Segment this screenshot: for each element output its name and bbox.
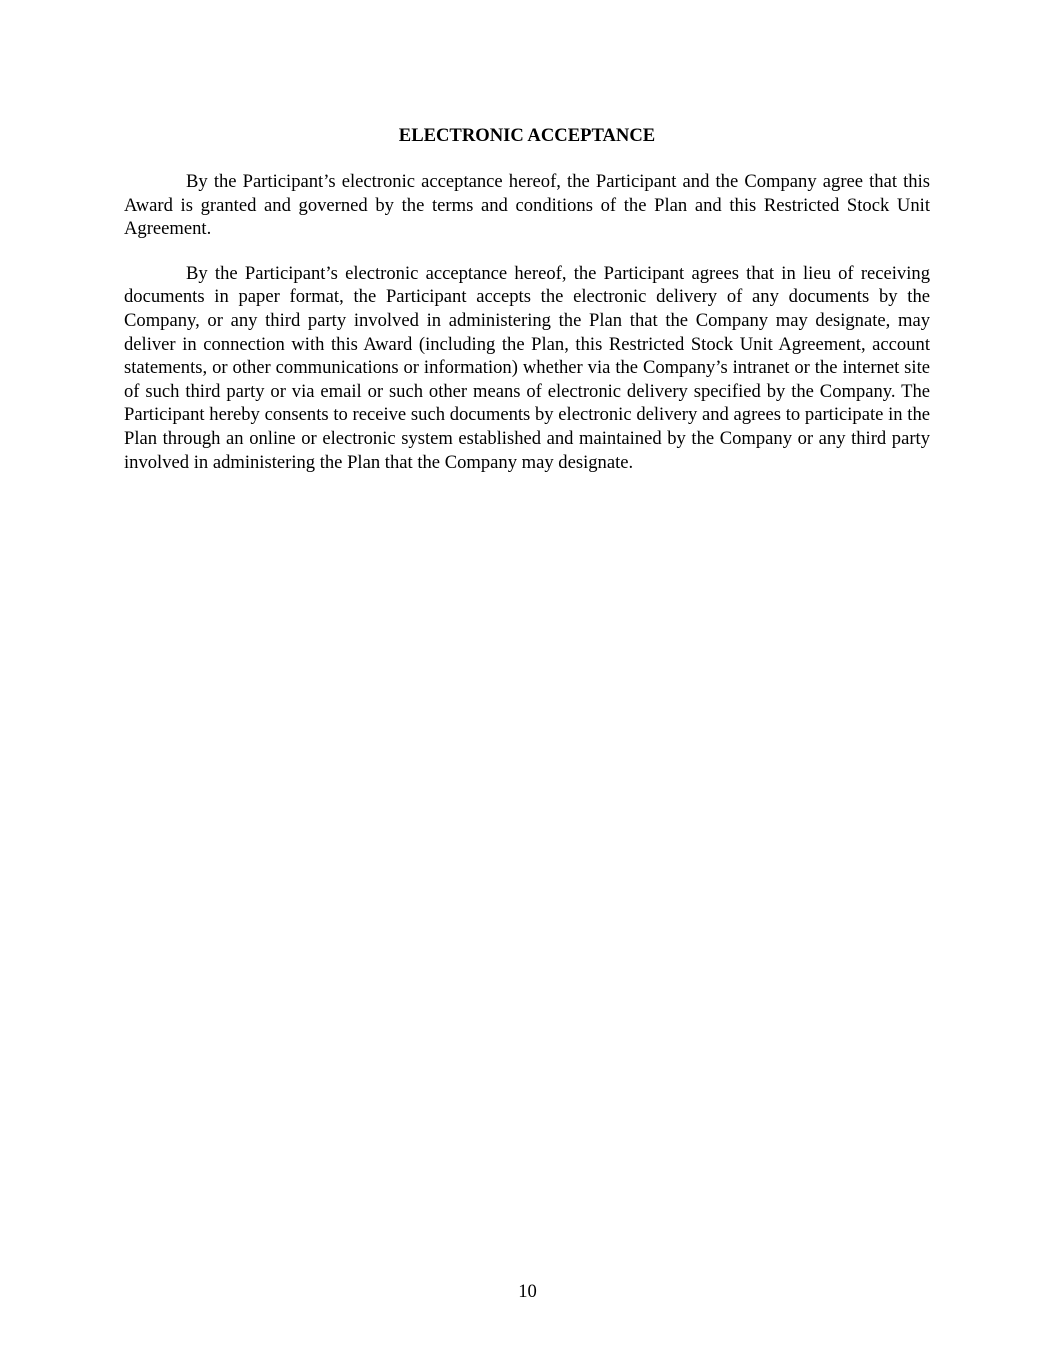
paragraph-electronic-acceptance-agreement: By the Participant’s electronic acceptance hereof, the Participant and the Company agree that this Award is granted and governed by the terms and conditions of the Plan and this Restricted Stock Unit Agreement. (124, 171, 930, 240)
section-title: ELECTRONIC ACCEPTANCE (398, 125, 656, 146)
paragraph-electronic-delivery-consent: By the Participant’s electronic acceptance hereof, the Participant agrees that in lieu of receiving documents in paper format, the Participant accepts the electronic delivery of any documents by the Company, or any third party involved in administering the Plan that the Company may designate, may deliver in connection with this Award (including the Plan, this Restricted Stock Unit Agreement, account statements, or other communications or information) whether via the Company’s intranet or the internet site of such third party or via email or such other means of electronic delivery specified by the Company. The Participant hereby consents to receive such documents by electronic delivery and agrees to participate in the Plan through an online or electronic system established and maintained by the Company or any third party involved in administering the Plan that the Company may designate. (124, 262, 930, 473)
document-body (124, 124, 930, 474)
page-number: 10 (518, 1281, 537, 1302)
